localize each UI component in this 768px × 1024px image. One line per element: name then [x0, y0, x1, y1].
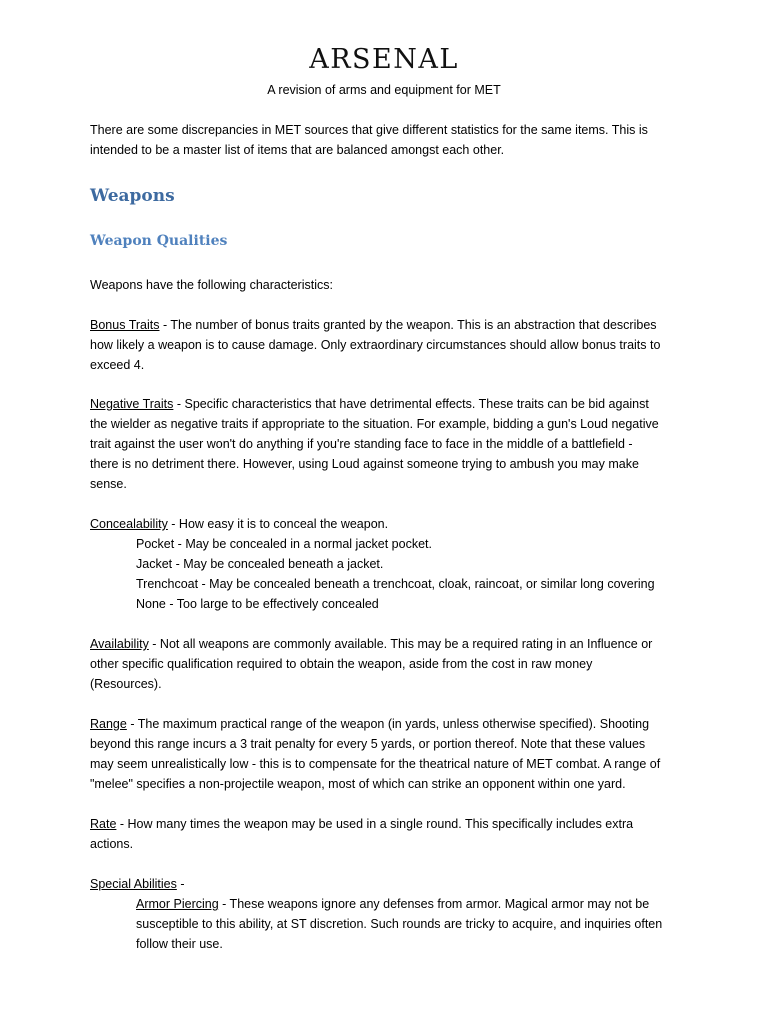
negative-traits-line: trait against the user won't do anything if you're standing face to face in the middle of a battlefield -: [90, 437, 633, 451]
bonus-traits-text: - The number of bonus traits granted by the weapon. This is an abstraction that describes: [159, 318, 657, 332]
special-abilities-term: Special Abilities: [90, 877, 177, 891]
range-term: Range: [90, 717, 127, 731]
rate-paragraph: [90, 814, 690, 854]
special-abilities-suffix: -: [176, 877, 185, 891]
qualities-intro: [90, 275, 690, 295]
concealability-list: [136, 534, 696, 614]
bonus-traits-line: exceed 4.: [90, 358, 145, 372]
armor-piercing-line: follow their use.: [136, 937, 223, 951]
concealability-item: Trenchcoat - May be concealed beneath a trenchcoat, cloak, raincoat, or similar long covering: [136, 577, 655, 591]
range-line: [90, 714, 690, 734]
intro-paragraph: [90, 120, 690, 160]
concealability-item: None - Too large to be effectively concealed: [136, 597, 379, 611]
range-line: may seem unrealistically low - this is to compensate for the theatrical nature of MET combat. A range of: [90, 757, 661, 771]
document-subtitle: A revision of arms and equipment for MET: [267, 83, 501, 97]
armor-piercing-line: susceptible to this ability, at ST discretion. Such rounds are tricky to acquire, and inquiries often: [136, 917, 663, 931]
heading-weapon-qualities: Weapon Qualities: [90, 233, 228, 249]
availability-term: Availability: [90, 637, 149, 651]
availability-paragraph: [90, 634, 690, 694]
rate-term: Rate: [90, 817, 117, 831]
rate-line: [90, 814, 690, 834]
bonus-traits-line: how likely a weapon is to cause damage. Only extraordinary circumstances should allow bonus traits to: [90, 338, 661, 352]
range-line: "melee" specifies a non-projectile weapon, most of which can strike an opponent within one yard.: [90, 777, 626, 791]
negative-traits-line: the wielder as negative traits if appropriate to the situation. For example, bidding a gun's Loud negative: [90, 417, 659, 431]
availability-line: other specific qualification required to obtain the weapon, aside from the cost in raw money: [90, 657, 593, 671]
negative-traits-text: - Specific characteristics that have detrimental effects. These traits can be bid against: [173, 397, 649, 411]
availability-text: - Not all weapons are commonly available. This may be a required rating in an Influence or: [148, 637, 653, 651]
rate-line: actions.: [90, 837, 134, 851]
range-text: - The maximum practical range of the weapon (in yards, unless otherwise specified). Shooting: [126, 717, 650, 731]
armor-piercing-text: - These weapons ignore any defenses from armor. Magical armor may not be: [218, 897, 650, 911]
concealability-term: Concealability: [90, 517, 168, 531]
armor-piercing-line: [136, 894, 696, 914]
concealability-text: - How easy it is to conceal the weapon.: [167, 517, 389, 531]
qualities-intro-text: Weapons have the following characteristics:: [90, 278, 333, 292]
negative-traits-paragraph: [90, 394, 690, 494]
negative-traits-line: sense.: [90, 477, 127, 491]
concealability-item: Jacket - May be concealed beneath a jacket.: [136, 557, 384, 571]
negative-traits-line: [90, 394, 690, 414]
range-line: beyond this range incurs a 3 trait penalty for every 5 yards, or portion thereof. Note that these values: [90, 737, 646, 751]
bonus-traits-line: [90, 315, 690, 335]
armor-piercing-paragraph: [136, 894, 696, 954]
range-paragraph: [90, 714, 690, 794]
concealability-paragraph: [90, 514, 690, 534]
negative-traits-term: Negative Traits: [90, 397, 174, 411]
rate-text: - How many times the weapon may be used in a single round. This specifically includes extra: [116, 817, 634, 831]
availability-line: (Resources).: [90, 677, 162, 691]
bonus-traits-term: Bonus Traits: [90, 318, 160, 332]
bonus-traits-paragraph: [90, 315, 690, 375]
special-abilities-line: [90, 874, 690, 894]
availability-line: [90, 634, 690, 654]
intro-line: intended to be a master list of items that are balanced amongst each other.: [90, 143, 505, 157]
concealability-line: [90, 514, 690, 534]
heading-weapons: Weapons: [90, 186, 175, 206]
armor-piercing-term: Armor Piercing: [136, 897, 219, 911]
special-abilities-paragraph: [90, 874, 690, 894]
document-title: ARSENAL: [309, 44, 459, 75]
intro-line: There are some discrepancies in MET sources that give different statistics for the same items. This is: [90, 123, 648, 137]
negative-traits-line: there is no detriment there. However, using Loud against someone trying to ambush you may make: [90, 457, 639, 471]
concealability-item: Pocket - May be concealed in a normal jacket pocket.: [136, 537, 432, 551]
